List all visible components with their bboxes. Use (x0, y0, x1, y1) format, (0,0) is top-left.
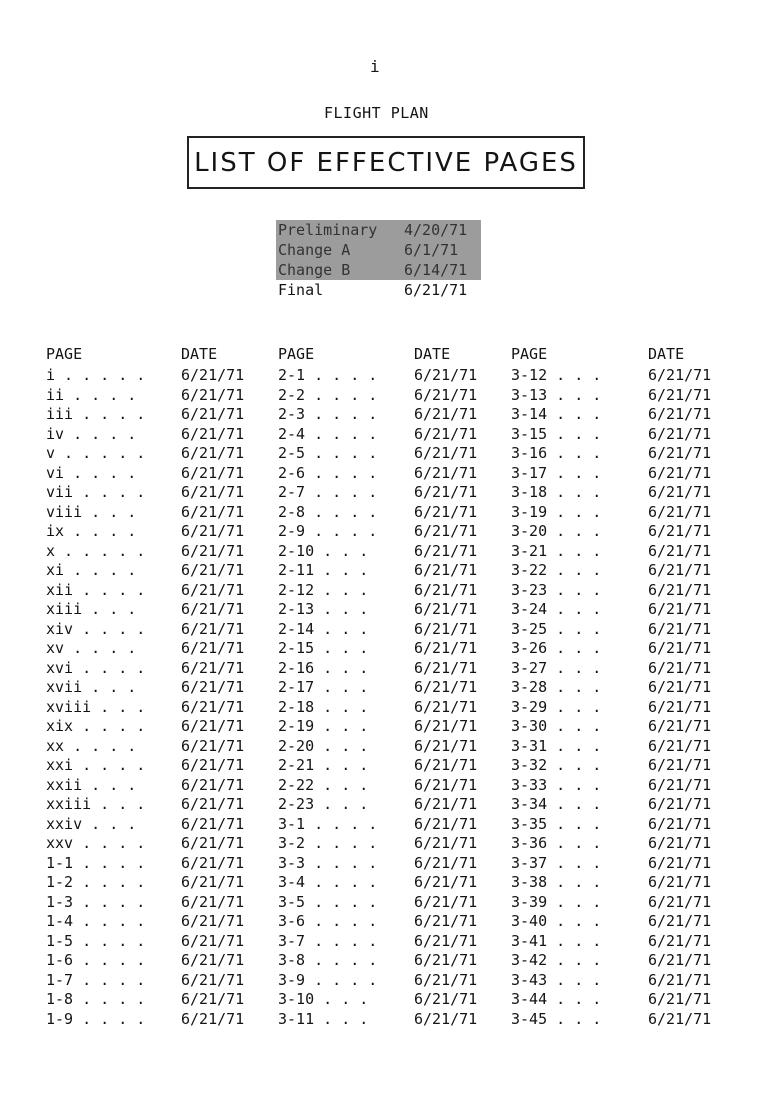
page-ref: 3-26 . . . (511, 639, 602, 657)
column-header-page: PAGE (46, 345, 83, 363)
page-ref: 3-45 . . . (511, 1009, 602, 1028)
page-date: 6/21/71 (648, 580, 712, 599)
page-ref: 2-3 . . . . (278, 405, 378, 423)
page-date: 6/21/71 (414, 522, 478, 540)
page-date: 6/21/71 (648, 873, 712, 891)
page-date: 6/21/71 (181, 658, 245, 677)
page-ref: v . . . . . (46, 444, 146, 462)
page-ref: xiv . . . . (46, 619, 146, 638)
page-ref: vi . . . . (46, 463, 137, 482)
page-ref: 2-10 . . . (278, 541, 369, 560)
page-date: 6/21/71 (414, 717, 478, 735)
page-ref: 3-17 . . . (511, 463, 602, 482)
page-date: 6/21/71 (648, 717, 712, 735)
page-ref: xxiii . . . (46, 795, 146, 813)
page-date: 6/21/71 (181, 756, 245, 774)
page-date: 6/21/71 (648, 502, 712, 521)
page-date: 6/21/71 (648, 463, 712, 482)
page-date: 6/21/71 (648, 931, 712, 950)
page-ref: 2-21 . . . (278, 756, 369, 774)
page-ref: xii . . . . (46, 580, 146, 599)
page-date: 6/21/71 (648, 951, 712, 969)
page-ref: 3-33 . . . (511, 775, 602, 794)
page-date: 6/21/71 (414, 366, 478, 384)
page-date: 6/21/71 (181, 892, 245, 911)
page-ref: xvi . . . . (46, 658, 146, 677)
page-date: 6/21/71 (648, 736, 712, 755)
page-ref: 3-11 . . . (278, 1009, 369, 1028)
page-date: 6/21/71 (648, 990, 712, 1008)
page-date: 6/21/71 (181, 853, 245, 872)
page-ref: 3-2 . . . . (278, 834, 378, 852)
page-date: 6/21/71 (414, 892, 478, 911)
page-ref: xxi . . . . (46, 756, 146, 774)
page-date: 6/21/71 (181, 775, 245, 794)
page-ref: 3-14 . . . (511, 405, 602, 423)
page-ref: 1-8 . . . . (46, 990, 146, 1008)
page-ref: 3-19 . . . (511, 502, 602, 521)
page-date: 6/21/71 (181, 502, 245, 521)
page-date: 6/21/71 (648, 1009, 712, 1028)
page-date: 6/21/71 (181, 912, 245, 930)
page-ref: 1-9 . . . . (46, 1009, 146, 1028)
revision-row (276, 280, 481, 300)
page-date: 6/21/71 (414, 580, 478, 599)
page-date: 6/21/71 (414, 814, 478, 833)
page-date: 6/21/71 (181, 366, 245, 384)
page-ref: 3-24 . . . (511, 600, 602, 618)
revision-date: 6/14/71 (404, 261, 468, 279)
page-ref: 3-22 . . . (511, 561, 602, 579)
page-ref: 3-42 . . . (511, 951, 602, 969)
page-ref: xviii . . . (46, 697, 146, 716)
page-ref: 2-20 . . . (278, 736, 369, 755)
page-date: 6/21/71 (414, 639, 478, 657)
page-ref: 3-31 . . . (511, 736, 602, 755)
page-date: 6/21/71 (648, 658, 712, 677)
page-date: 6/21/71 (414, 678, 478, 696)
page-ref: xxii . . . (46, 775, 137, 794)
page-date: 6/21/71 (648, 678, 712, 696)
page-date: 6/21/71 (181, 717, 245, 735)
page-ref: ii . . . . (46, 385, 137, 404)
page-ref: 3-6 . . . . (278, 912, 378, 930)
page-ref: 3-18 . . . (511, 483, 602, 501)
page-ref: 2-18 . . . (278, 697, 369, 716)
revision-row (276, 260, 481, 280)
page-ref: 3-27 . . . (511, 658, 602, 677)
page-date: 6/21/71 (414, 951, 478, 969)
page-date: 6/21/71 (414, 502, 478, 521)
page-ref: 1-7 . . . . (46, 970, 146, 989)
page-ref: 3-8 . . . . (278, 951, 378, 969)
page-date: 6/21/71 (181, 561, 245, 579)
page-date: 6/21/71 (648, 385, 712, 404)
page-ref: 3-41 . . . (511, 931, 602, 950)
page-ref: 3-3 . . . . (278, 853, 378, 872)
page-ref: iii . . . . (46, 405, 146, 423)
page-date: 6/21/71 (181, 736, 245, 755)
page-date: 6/21/71 (414, 775, 478, 794)
revision-row (276, 240, 481, 260)
page-date: 6/21/71 (181, 463, 245, 482)
page-date: 6/21/71 (181, 814, 245, 833)
page-number: i (370, 57, 380, 76)
page-ref: 3-39 . . . (511, 892, 602, 911)
page-ref: 2-6 . . . . (278, 463, 378, 482)
page-date: 6/21/71 (181, 951, 245, 969)
page-date: 6/21/71 (648, 756, 712, 774)
column-header-page: PAGE (511, 345, 548, 363)
page-ref: 1-1 . . . . (46, 853, 146, 872)
page-date: 6/21/71 (181, 834, 245, 852)
page-ref: xv . . . . (46, 639, 137, 657)
page-date: 6/21/71 (181, 580, 245, 599)
page-ref: 2-19 . . . (278, 717, 369, 735)
page-date: 6/21/71 (414, 541, 478, 560)
page-ref: 3-32 . . . (511, 756, 602, 774)
page-ref: xxv . . . . (46, 834, 146, 852)
page-date: 6/21/71 (414, 931, 478, 950)
page-ref: 2-7 . . . . (278, 483, 378, 501)
page-date: 6/21/71 (181, 600, 245, 618)
page-ref: 2-2 . . . . (278, 385, 378, 404)
column-header-date: DATE (181, 345, 218, 363)
page-ref: 3-16 . . . (511, 444, 602, 462)
page-ref: xvii . . . (46, 678, 137, 696)
page-date: 6/21/71 (648, 405, 712, 423)
revision-label: Change B (278, 261, 351, 279)
revision-label: Change A (278, 241, 351, 259)
page-date: 6/21/71 (648, 853, 712, 872)
page-date: 6/21/71 (648, 561, 712, 579)
page-ref: 3-7 . . . . (278, 931, 378, 950)
page-date: 6/21/71 (414, 444, 478, 462)
page-ref: 1-6 . . . . (46, 951, 146, 969)
page-date: 6/21/71 (181, 619, 245, 638)
page-date: 6/21/71 (181, 795, 245, 813)
page-ref: xiii . . . (46, 600, 137, 618)
page-ref: 3-34 . . . (511, 795, 602, 813)
page-ref: 2-22 . . . (278, 775, 369, 794)
revision-label: Preliminary (278, 221, 378, 239)
page-date: 6/21/71 (414, 405, 478, 423)
page-ref: 3-1 . . . . (278, 814, 378, 833)
column-header-date: DATE (414, 345, 451, 363)
page-date: 6/21/71 (181, 697, 245, 716)
page-ref: 3-36 . . . (511, 834, 602, 852)
page-date: 6/21/71 (181, 931, 245, 950)
page-ref: 2-12 . . . (278, 580, 369, 599)
page-date: 6/21/71 (414, 970, 478, 989)
page-date: 6/21/71 (648, 619, 712, 638)
page-ref: 2-14 . . . (278, 619, 369, 638)
page-date: 6/21/71 (181, 424, 245, 443)
page-ref: 3-37 . . . (511, 853, 602, 872)
page-ref: 3-28 . . . (511, 678, 602, 696)
page-ref: 3-30 . . . (511, 717, 602, 735)
page-ref: 2-1 . . . . (278, 366, 378, 384)
page-ref: 3-5 . . . . (278, 892, 378, 911)
page-date: 6/21/71 (648, 814, 712, 833)
page-date: 6/21/71 (414, 990, 478, 1008)
page-date: 6/21/71 (648, 775, 712, 794)
page-date: 6/21/71 (648, 970, 712, 989)
page-ref: i . . . . . (46, 366, 146, 384)
page-ref: x . . . . . (46, 541, 146, 560)
revision-list (276, 220, 481, 300)
page-date: 6/21/71 (648, 892, 712, 911)
page-ref: 2-16 . . . (278, 658, 369, 677)
page-ref: 1-4 . . . . (46, 912, 146, 930)
page-ref: xx . . . . (46, 736, 137, 755)
page-date: 6/21/71 (181, 639, 245, 657)
page-date: 6/21/71 (414, 853, 478, 872)
page-ref: 3-25 . . . (511, 619, 602, 638)
page-ref: 3-29 . . . (511, 697, 602, 716)
page-date: 6/21/71 (648, 541, 712, 560)
page-date: 6/21/71 (181, 405, 245, 423)
page-date: 6/21/71 (181, 483, 245, 501)
page-ref: 3-43 . . . (511, 970, 602, 989)
page-ref: 2-23 . . . (278, 795, 369, 813)
page-title: LIST OF EFFECTIVE PAGES (194, 147, 578, 178)
page-date: 6/21/71 (414, 619, 478, 638)
page-ref: iv . . . . (46, 424, 137, 443)
page-ref: vii . . . . (46, 483, 146, 501)
page-date: 6/21/71 (648, 522, 712, 540)
page-date: 6/21/71 (414, 600, 478, 618)
page-ref: 3-4 . . . . (278, 873, 378, 891)
page-date: 6/21/71 (414, 1009, 478, 1028)
page-date: 6/21/71 (181, 873, 245, 891)
page-date: 6/21/71 (414, 834, 478, 852)
page-ref: 2-13 . . . (278, 600, 369, 618)
page-date: 6/21/71 (414, 795, 478, 813)
page-ref: 2-5 . . . . (278, 444, 378, 462)
page-ref: 3-10 . . . (278, 990, 369, 1008)
revision-date: 4/20/71 (404, 221, 468, 239)
page-date: 6/21/71 (648, 444, 712, 462)
page-ref: 1-5 . . . . (46, 931, 146, 950)
page-date: 6/21/71 (414, 912, 478, 930)
page-ref: 3-23 . . . (511, 580, 602, 599)
page-date: 6/21/71 (181, 678, 245, 696)
column-header-page: PAGE (278, 345, 315, 363)
page-date: 6/21/71 (648, 483, 712, 501)
page-date: 6/21/71 (648, 424, 712, 443)
page-ref: 3-13 . . . (511, 385, 602, 404)
page-date: 6/21/71 (181, 1009, 245, 1028)
page-date: 6/21/71 (414, 873, 478, 891)
page-date: 6/21/71 (414, 736, 478, 755)
revision-date: 6/21/71 (404, 281, 468, 299)
page-ref: 3-40 . . . (511, 912, 602, 930)
page-date: 6/21/71 (414, 424, 478, 443)
title-box (187, 136, 585, 189)
page-date: 6/21/71 (181, 990, 245, 1008)
page-ref: 2-8 . . . . (278, 502, 378, 521)
page-date: 6/21/71 (648, 639, 712, 657)
page-date: 6/21/71 (648, 697, 712, 716)
page-ref: 2-17 . . . (278, 678, 369, 696)
page-ref: 3-44 . . . (511, 990, 602, 1008)
page-ref: 2-4 . . . . (278, 424, 378, 443)
page-ref: 3-38 . . . (511, 873, 602, 891)
page-date: 6/21/71 (414, 756, 478, 774)
page-ref: 2-9 . . . . (278, 522, 378, 540)
page-date: 6/21/71 (181, 970, 245, 989)
page-ref: 1-2 . . . . (46, 873, 146, 891)
page-date: 6/21/71 (181, 522, 245, 540)
page-date: 6/21/71 (414, 561, 478, 579)
page-date: 6/21/71 (181, 385, 245, 404)
page-date: 6/21/71 (414, 658, 478, 677)
revision-label: Final (278, 281, 324, 299)
page-ref: xxiv . . . (46, 814, 137, 833)
column-header-date: DATE (648, 345, 685, 363)
page-date: 6/21/71 (414, 697, 478, 716)
page-date: 6/21/71 (414, 385, 478, 404)
page-date: 6/21/71 (181, 541, 245, 560)
revision-row (276, 220, 481, 240)
page-date: 6/21/71 (648, 600, 712, 618)
page-ref: 2-11 . . . (278, 561, 369, 579)
page-date: 6/21/71 (648, 795, 712, 813)
page-ref: 3-20 . . . (511, 522, 602, 540)
page-ref: xix . . . . (46, 717, 146, 735)
page-ref: ix . . . . (46, 522, 137, 540)
page-date: 6/21/71 (648, 366, 712, 384)
revision-date: 6/1/71 (404, 241, 459, 259)
page-date: 6/21/71 (648, 834, 712, 852)
page-ref: 2-15 . . . (278, 639, 369, 657)
page-ref: 3-35 . . . (511, 814, 602, 833)
page-ref: 3-15 . . . (511, 424, 602, 443)
page-ref: 3-21 . . . (511, 541, 602, 560)
page-date: 6/21/71 (414, 463, 478, 482)
page-ref: 1-3 . . . . (46, 892, 146, 911)
document-label: FLIGHT PLAN (324, 104, 429, 122)
page-date: 6/21/71 (181, 444, 245, 462)
page-ref: xi . . . . (46, 561, 137, 579)
page-ref: viii . . . (46, 502, 137, 521)
page-ref: 3-12 . . . (511, 366, 602, 384)
page-date: 6/21/71 (648, 912, 712, 930)
page-ref: 3-9 . . . . (278, 970, 378, 989)
page-date: 6/21/71 (414, 483, 478, 501)
